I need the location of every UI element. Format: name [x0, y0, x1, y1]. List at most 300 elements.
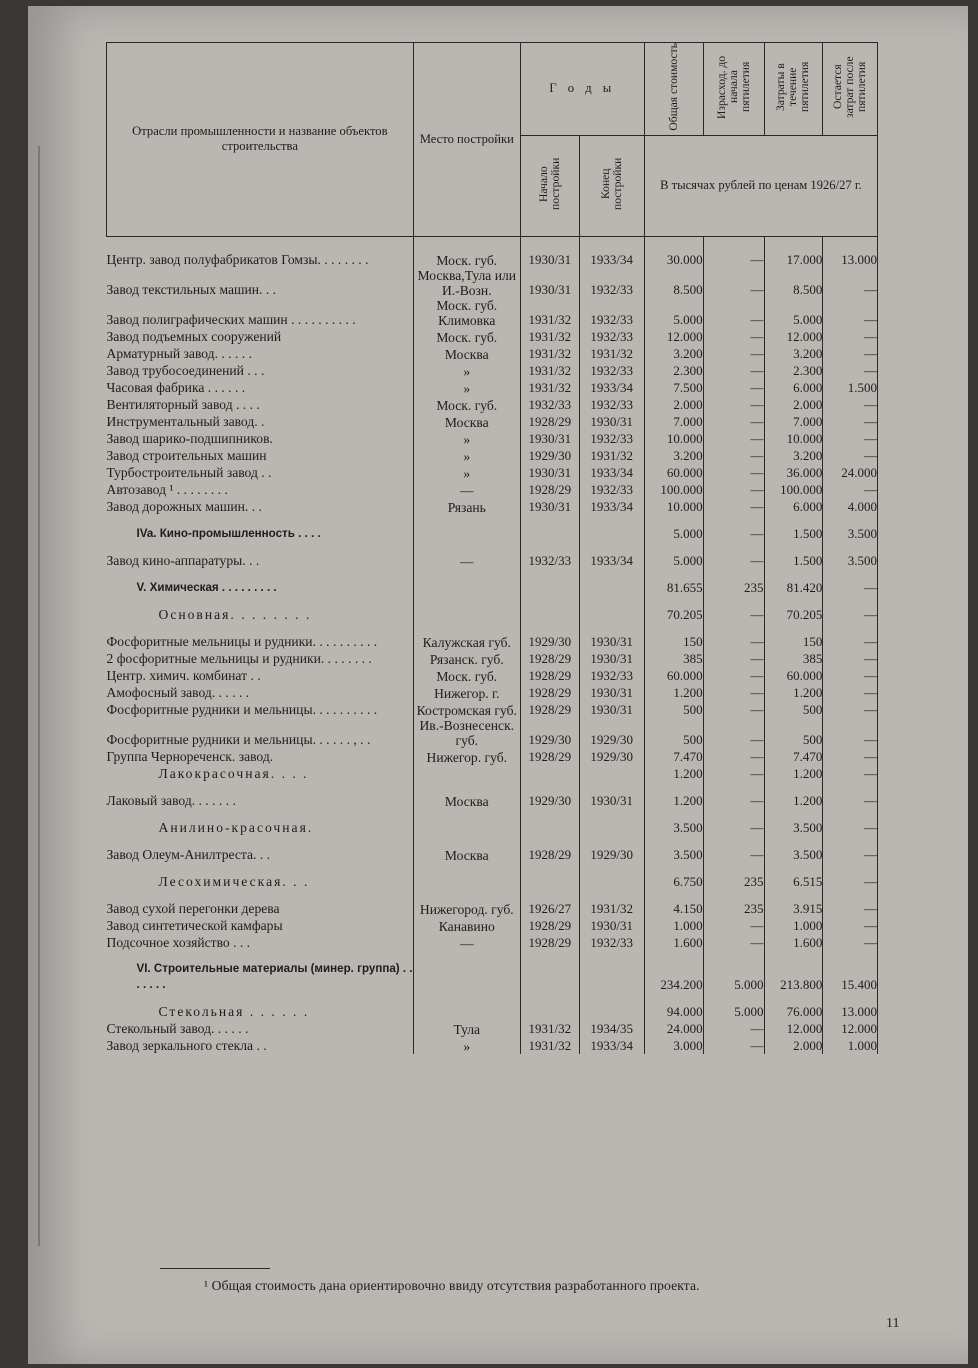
- cell-place: [413, 951, 520, 993]
- row-name: Амофосный завод. . . . . .: [107, 684, 414, 701]
- cell-spent: —: [703, 251, 764, 268]
- row-name: Анилино-красочная.: [107, 809, 414, 836]
- cell-place: Моск. губ.: [413, 328, 520, 345]
- cell-end: 1932/33: [579, 328, 644, 345]
- header-units: В тысячах рублей по ценам 1926/27 г.: [644, 136, 877, 236]
- cell-remaining: —: [823, 447, 878, 464]
- cell-end: 1933/34: [579, 379, 644, 396]
- header-years: Г о д ы: [520, 43, 644, 136]
- cell-start: 1929/30: [520, 623, 579, 650]
- cell-remaining: —: [823, 569, 878, 596]
- cell-total: 2.000: [644, 396, 703, 413]
- table-row: [107, 782, 878, 809]
- cell-costs: 8.500: [764, 268, 823, 298]
- cell-start: [520, 765, 579, 782]
- header-branches: Отрасли промышленности и название объектов строительства: [107, 43, 414, 237]
- cell-total: 1.200: [644, 684, 703, 701]
- cell-end: 1930/31: [579, 650, 644, 667]
- cell-spent: —: [703, 298, 764, 328]
- cell-spent: —: [703, 1037, 764, 1054]
- book-page: [28, 6, 968, 1364]
- cell-spent: —: [703, 464, 764, 481]
- cell-place: »: [413, 430, 520, 447]
- table-row: [107, 863, 878, 890]
- cell-spent: —: [703, 667, 764, 684]
- cell-start: [520, 596, 579, 623]
- cell-costs: 3.500: [764, 836, 823, 863]
- cell-place: »: [413, 379, 520, 396]
- row-name: Стекольный завод. . . . . .: [107, 1020, 414, 1037]
- row-name: Фосфоритные мельницы и рудники. . . . . . . . . .: [107, 623, 414, 650]
- cell-place: —: [413, 934, 520, 951]
- table-row: [107, 268, 878, 298]
- cell-spent: —: [703, 701, 764, 718]
- cell-end: 1931/32: [579, 890, 644, 917]
- cell-end: 1930/31: [579, 623, 644, 650]
- cell-place: —: [413, 481, 520, 498]
- cell-total: 60.000: [644, 464, 703, 481]
- cell-remaining: —: [823, 430, 878, 447]
- cell-end: 1932/33: [579, 298, 644, 328]
- cell-total: 94.000: [644, 993, 703, 1020]
- row-name: Группа Чернореченск. завод.: [107, 748, 414, 765]
- cell-end: 1931/32: [579, 447, 644, 464]
- cell-remaining: —: [823, 701, 878, 718]
- table-row: [107, 413, 878, 430]
- cell-costs: 2.000: [764, 1037, 823, 1054]
- row-name: Стекольная . . . . . .: [107, 993, 414, 1020]
- cell-place: [413, 765, 520, 782]
- cell-start: 1929/30: [520, 718, 579, 748]
- row-name: Завод кино-аппаратуры. . .: [107, 542, 414, 569]
- header-end: Конец постройки: [579, 135, 644, 236]
- cell-costs: 5.000: [764, 298, 823, 328]
- row-name: VI. Строительные материалы (минер. группа) . . . . . . .: [107, 951, 414, 993]
- cell-total: 70.205: [644, 596, 703, 623]
- table-row: [107, 748, 878, 765]
- cell-costs: 17.000: [764, 251, 823, 268]
- cell-costs: 2.000: [764, 396, 823, 413]
- cell-end: 1932/33: [579, 396, 644, 413]
- row-name: Завод шарико-подшипников.: [107, 430, 414, 447]
- cell-place: [413, 515, 520, 542]
- cell-total: 30.000: [644, 251, 703, 268]
- cell-remaining: 13.000: [823, 251, 878, 268]
- cell-remaining: —: [823, 748, 878, 765]
- cell-total: 3.500: [644, 836, 703, 863]
- cell-remaining: 4.000: [823, 498, 878, 515]
- cell-costs: 12.000: [764, 1020, 823, 1037]
- cell-costs: 6.515: [764, 863, 823, 890]
- cell-place: »: [413, 1037, 520, 1054]
- header-total: Общая стоимость: [644, 43, 703, 136]
- table-row: [107, 542, 878, 569]
- cell-remaining: —: [823, 413, 878, 430]
- cell-place: Моск. губ.: [413, 667, 520, 684]
- row-name: Фосфоритные рудники и мельницы. . . . . . . . . .: [107, 701, 414, 718]
- table-row: [107, 993, 878, 1020]
- row-name: Завод сухой перегонки дерева: [107, 890, 414, 917]
- cell-spent: —: [703, 684, 764, 701]
- cell-start: 1931/32: [520, 1020, 579, 1037]
- header-place: Место постройки: [413, 43, 520, 237]
- cell-total: 7.500: [644, 379, 703, 396]
- cell-end: 1932/33: [579, 362, 644, 379]
- cell-place: [413, 569, 520, 596]
- row-name: 2 фосфоритные мельницы и рудники. . . . . . . .: [107, 650, 414, 667]
- cell-end: 1929/30: [579, 748, 644, 765]
- cell-total: 500: [644, 718, 703, 748]
- cell-end: [579, 951, 644, 993]
- cell-place: Канавино: [413, 917, 520, 934]
- cell-total: 150: [644, 623, 703, 650]
- cell-start: 1930/31: [520, 498, 579, 515]
- cell-start: [520, 809, 579, 836]
- cell-costs: 76.000: [764, 993, 823, 1020]
- footnote: ¹ Общая стоимость дана ориентировочно ввиду отсутствия разработанного проекта.: [204, 1278, 700, 1293]
- table-row: [107, 569, 878, 596]
- cell-spent: —: [703, 718, 764, 748]
- cell-spent: —: [703, 447, 764, 464]
- cell-remaining: —: [823, 684, 878, 701]
- cell-total: 234.200: [644, 951, 703, 993]
- cell-remaining: —: [823, 718, 878, 748]
- cell-spent: —: [703, 765, 764, 782]
- cell-place: Ив.-Вознесенск. губ.: [413, 718, 520, 748]
- header-spent: Израсход. до начала пятилетия: [703, 43, 764, 136]
- cell-costs: 7.470: [764, 748, 823, 765]
- cell-spent: —: [703, 596, 764, 623]
- cell-costs: 70.205: [764, 596, 823, 623]
- cell-remaining: —: [823, 481, 878, 498]
- cell-costs: 7.000: [764, 413, 823, 430]
- cell-spent: —: [703, 542, 764, 569]
- table-row: [107, 515, 878, 542]
- cell-costs: 150: [764, 623, 823, 650]
- row-name: Центр. химич. комбинат . .: [107, 667, 414, 684]
- cell-remaining: —: [823, 396, 878, 413]
- table-row: [107, 650, 878, 667]
- cell-spent: —: [703, 362, 764, 379]
- cell-remaining: 12.000: [823, 1020, 878, 1037]
- cell-costs: 1.200: [764, 765, 823, 782]
- row-name: Завод подъемных сооружений: [107, 328, 414, 345]
- cell-remaining: 1.500: [823, 379, 878, 396]
- header-remaining: Остается затрат после пятилетия: [823, 43, 878, 136]
- cell-start: 1930/31: [520, 251, 579, 268]
- cell-end: [579, 809, 644, 836]
- row-name: Фосфоритные рудники и мельницы. . . . . . , . .: [107, 718, 414, 748]
- cell-spent: —: [703, 917, 764, 934]
- cell-start: [520, 569, 579, 596]
- row-name: Автозавод ¹ . . . . . . . .: [107, 481, 414, 498]
- cell-spent: —: [703, 650, 764, 667]
- cell-costs: 10.000: [764, 430, 823, 447]
- cell-costs: 1.500: [764, 515, 823, 542]
- cell-place: Рязань: [413, 498, 520, 515]
- cell-start: 1931/32: [520, 298, 579, 328]
- row-name: Центр. завод полуфабрикатов Гомзы. . . . . . . .: [107, 251, 414, 268]
- table-row: [107, 667, 878, 684]
- cell-total: 1.200: [644, 782, 703, 809]
- cell-spent: —: [703, 515, 764, 542]
- cell-total: 1.200: [644, 765, 703, 782]
- table-row: [107, 890, 878, 917]
- table-row: [107, 464, 878, 481]
- cell-place: Нижегород. губ.: [413, 890, 520, 917]
- cell-total: 8.500: [644, 268, 703, 298]
- table-row: [107, 379, 878, 396]
- table-row: [107, 951, 878, 993]
- cell-remaining: 3.500: [823, 542, 878, 569]
- cell-total: 3.200: [644, 447, 703, 464]
- page-number: 11: [886, 1316, 900, 1331]
- cell-spent: 235: [703, 569, 764, 596]
- cell-end: [579, 569, 644, 596]
- cell-remaining: —: [823, 836, 878, 863]
- cell-end: 1930/31: [579, 917, 644, 934]
- cell-remaining: —: [823, 268, 878, 298]
- cell-place: Москва: [413, 413, 520, 430]
- cell-spent: —: [703, 345, 764, 362]
- table-row: [107, 481, 878, 498]
- cell-place: [413, 863, 520, 890]
- header-costs: Затраты в течение пятилетия: [764, 43, 823, 136]
- table-row: [107, 447, 878, 464]
- cell-costs: 1.500: [764, 542, 823, 569]
- row-name: Подсочное хозяйство . . .: [107, 934, 414, 951]
- cell-remaining: —: [823, 917, 878, 934]
- cell-place: [413, 596, 520, 623]
- cell-end: [579, 765, 644, 782]
- cell-total: 3.500: [644, 809, 703, 836]
- cell-start: 1928/29: [520, 701, 579, 718]
- cell-place: Моск. губ.: [413, 396, 520, 413]
- cell-total: 81.655: [644, 569, 703, 596]
- cell-remaining: —: [823, 328, 878, 345]
- cell-spent: —: [703, 498, 764, 515]
- cell-place: [413, 993, 520, 1020]
- cell-place: Москва: [413, 836, 520, 863]
- cell-remaining: —: [823, 765, 878, 782]
- cell-costs: 36.000: [764, 464, 823, 481]
- cell-start: 1931/32: [520, 328, 579, 345]
- cell-remaining: —: [823, 623, 878, 650]
- cell-place: Москва,Тула или И.-Возн.: [413, 268, 520, 298]
- cell-costs: 60.000: [764, 667, 823, 684]
- page-edge-line: [38, 146, 40, 1246]
- cell-place: Рязанск. губ.: [413, 650, 520, 667]
- cell-total: 60.000: [644, 667, 703, 684]
- cell-start: 1930/31: [520, 430, 579, 447]
- cell-place: Костромская губ.: [413, 701, 520, 718]
- cell-place: Москва: [413, 782, 520, 809]
- cell-total: 500: [644, 701, 703, 718]
- cell-spent: —: [703, 328, 764, 345]
- cell-start: 1931/32: [520, 362, 579, 379]
- row-name: Завод синтетической камфары: [107, 917, 414, 934]
- cell-spent: —: [703, 782, 764, 809]
- cell-costs: 3.200: [764, 447, 823, 464]
- cell-costs: 2.300: [764, 362, 823, 379]
- table-row: [107, 328, 878, 345]
- cell-end: 1932/33: [579, 268, 644, 298]
- cell-end: 1932/33: [579, 934, 644, 951]
- cell-total: 3.000: [644, 1037, 703, 1054]
- cell-total: 100.000: [644, 481, 703, 498]
- cell-start: 1928/29: [520, 650, 579, 667]
- cell-spent: —: [703, 836, 764, 863]
- row-name: Лесохимическая. . .: [107, 863, 414, 890]
- cell-end: [579, 993, 644, 1020]
- cell-spent: —: [703, 1020, 764, 1037]
- cell-end: [579, 515, 644, 542]
- table-row: [107, 765, 878, 782]
- row-name: Лакокрасочная. . . .: [107, 765, 414, 782]
- cell-costs: 1.200: [764, 782, 823, 809]
- table-row: [107, 362, 878, 379]
- cell-place: »: [413, 447, 520, 464]
- cell-start: 1931/32: [520, 345, 579, 362]
- cell-spent: —: [703, 268, 764, 298]
- cell-start: 1928/29: [520, 917, 579, 934]
- cell-remaining: —: [823, 667, 878, 684]
- cell-end: 1929/30: [579, 836, 644, 863]
- cell-place: Нижегор. губ.: [413, 748, 520, 765]
- cell-end: 1930/31: [579, 684, 644, 701]
- row-name: Инструментальный завод. .: [107, 413, 414, 430]
- cell-place: [413, 809, 520, 836]
- cell-place: —: [413, 542, 520, 569]
- table-row: [107, 836, 878, 863]
- cell-spent: —: [703, 809, 764, 836]
- cell-remaining: —: [823, 934, 878, 951]
- cell-start: 1930/31: [520, 464, 579, 481]
- cell-start: 1928/29: [520, 748, 579, 765]
- cell-start: [520, 515, 579, 542]
- table-row: [107, 251, 878, 268]
- cell-costs: 12.000: [764, 328, 823, 345]
- table-row: [107, 430, 878, 447]
- table-row: [107, 396, 878, 413]
- cell-end: 1930/31: [579, 782, 644, 809]
- cell-remaining: —: [823, 782, 878, 809]
- cell-start: 1931/32: [520, 1037, 579, 1054]
- cell-start: 1928/29: [520, 413, 579, 430]
- table-row: [107, 684, 878, 701]
- cell-costs: 6.000: [764, 379, 823, 396]
- cell-remaining: —: [823, 650, 878, 667]
- cell-place: Моск. губ. Климовка: [413, 298, 520, 328]
- cell-remaining: 3.500: [823, 515, 878, 542]
- cell-costs: 100.000: [764, 481, 823, 498]
- cell-total: 2.300: [644, 362, 703, 379]
- cell-end: 1933/34: [579, 1037, 644, 1054]
- cell-remaining: —: [823, 345, 878, 362]
- cell-total: 7.470: [644, 748, 703, 765]
- cell-total: 10.000: [644, 498, 703, 515]
- row-name: Лаковый завод. . . . . . .: [107, 782, 414, 809]
- cell-costs: 1.600: [764, 934, 823, 951]
- cell-spent: —: [703, 396, 764, 413]
- row-name: Завод зеркального стекла . .: [107, 1037, 414, 1054]
- cell-costs: 3.200: [764, 345, 823, 362]
- cell-end: 1933/34: [579, 498, 644, 515]
- cell-costs: 500: [764, 701, 823, 718]
- cell-total: 1.000: [644, 917, 703, 934]
- cell-spent: 5.000: [703, 951, 764, 993]
- table-row: [107, 298, 878, 328]
- table-row: [107, 701, 878, 718]
- row-name: Часовая фабрика . . . . . .: [107, 379, 414, 396]
- cell-spent: —: [703, 413, 764, 430]
- cell-start: 1928/29: [520, 667, 579, 684]
- cell-remaining: 13.000: [823, 993, 878, 1020]
- cell-remaining: —: [823, 362, 878, 379]
- cell-remaining: 15.400: [823, 951, 878, 993]
- cell-total: 5.000: [644, 298, 703, 328]
- cell-costs: 3.500: [764, 809, 823, 836]
- cell-end: 1931/32: [579, 345, 644, 362]
- cell-spent: —: [703, 379, 764, 396]
- cell-remaining: —: [823, 890, 878, 917]
- row-name: V. Химическая . . . . . . . . .: [107, 569, 414, 596]
- row-name: Турбостроительный завод . .: [107, 464, 414, 481]
- cell-start: 1928/29: [520, 481, 579, 498]
- cell-start: 1929/30: [520, 782, 579, 809]
- cell-remaining: —: [823, 298, 878, 328]
- cell-place: Калужская губ.: [413, 623, 520, 650]
- cell-total: 3.200: [644, 345, 703, 362]
- cell-start: [520, 863, 579, 890]
- cell-spent: 235: [703, 863, 764, 890]
- cell-end: 1929/30: [579, 718, 644, 748]
- row-name: Завод дорожных машин. . .: [107, 498, 414, 515]
- cell-place: Нижегор. г.: [413, 684, 520, 701]
- table-row: [107, 498, 878, 515]
- cell-start: 1928/29: [520, 684, 579, 701]
- cell-total: 6.750: [644, 863, 703, 890]
- table-row: [107, 623, 878, 650]
- cell-total: 4.150: [644, 890, 703, 917]
- table-row: [107, 1020, 878, 1037]
- cell-start: 1932/33: [520, 542, 579, 569]
- footnote-rule: [160, 1268, 270, 1269]
- table-row: [107, 345, 878, 362]
- cell-place: Тула: [413, 1020, 520, 1037]
- cell-total: 24.000: [644, 1020, 703, 1037]
- cell-costs: 81.420: [764, 569, 823, 596]
- table-row: [107, 718, 878, 748]
- row-name: Завод трубосоединений . . .: [107, 362, 414, 379]
- cell-spent: 5.000: [703, 993, 764, 1020]
- row-name: IVa. Кино-промышленность . . . .: [107, 515, 414, 542]
- header-start: Начало постройки: [520, 135, 579, 236]
- cell-start: 1931/32: [520, 379, 579, 396]
- cell-remaining: —: [823, 809, 878, 836]
- cell-costs: 1.200: [764, 684, 823, 701]
- cell-remaining: 24.000: [823, 464, 878, 481]
- cell-end: 1933/34: [579, 251, 644, 268]
- cell-spent: 235: [703, 890, 764, 917]
- cell-remaining: —: [823, 863, 878, 890]
- cell-total: 5.000: [644, 542, 703, 569]
- row-name: Завод текстильных машин. . .: [107, 268, 414, 298]
- cell-start: 1926/27: [520, 890, 579, 917]
- cell-end: 1932/33: [579, 430, 644, 447]
- cell-end: [579, 863, 644, 890]
- cell-start: 1930/31: [520, 268, 579, 298]
